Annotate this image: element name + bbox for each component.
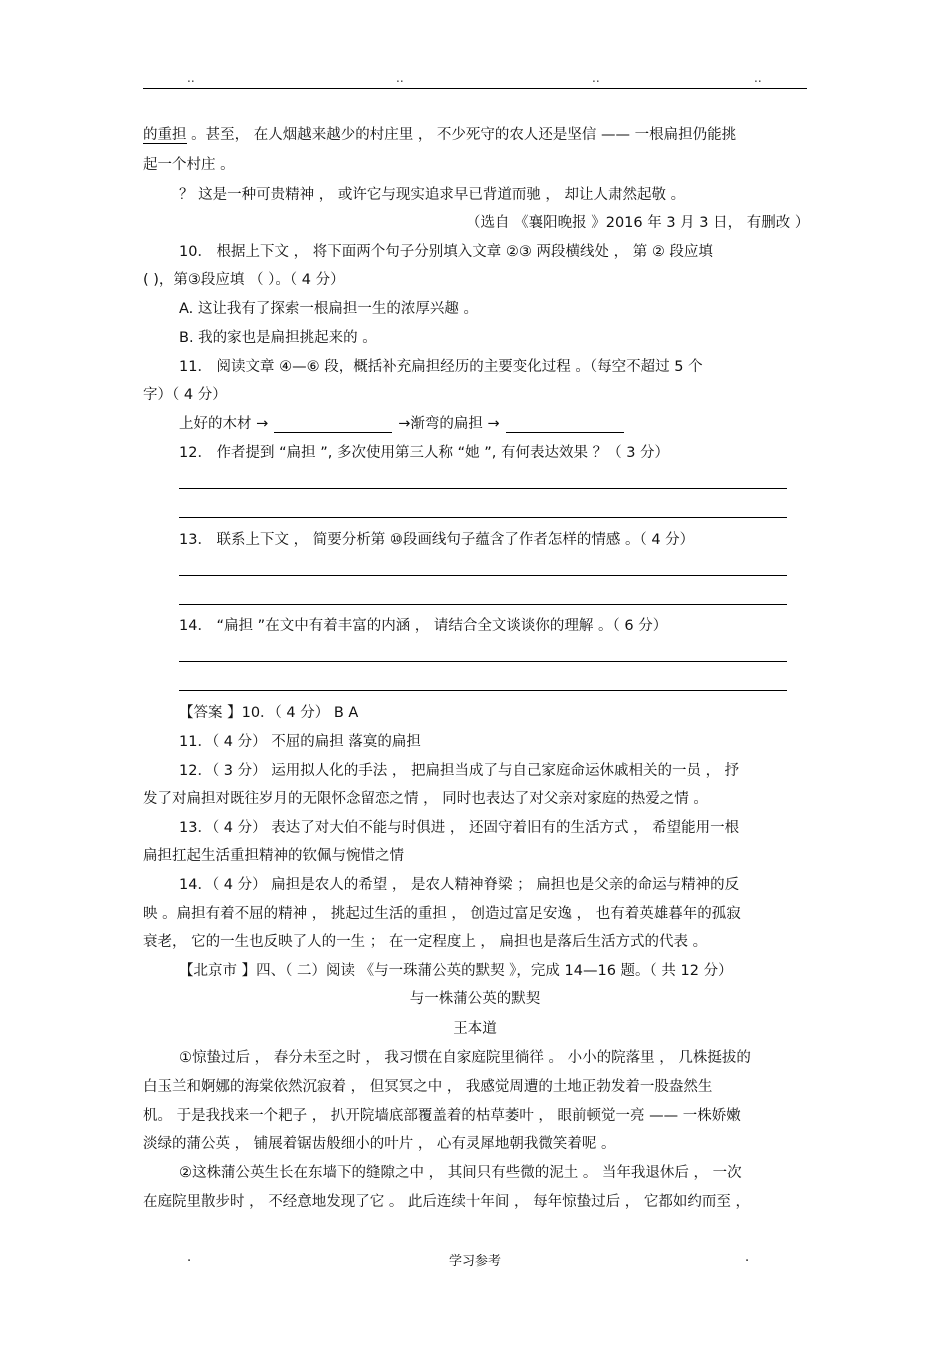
question-13: 13． 联系上下文 ， 简要分析第 ⑩段画线句子蕴含了作者怎样的情感 。（ 4 分）	[179, 532, 695, 548]
answer-14-line-1: 14．（ 4 分） 扁担是农人的希望 ， 是农人精神脊梁 ； 扁担也是父亲的命运与精神的反	[179, 877, 740, 893]
fill-in-middle: →渐弯的扁担 →	[398, 416, 500, 432]
header-dot-2: ..	[396, 71, 404, 85]
fill-in-start: 上好的木材 →	[179, 416, 269, 432]
source-citation: （选自 《襄阳晚报 》2016 年 3 月 3 日， 有删改 ）	[466, 215, 810, 231]
answer-13-line-2: 扁担扛起生活重担精神的钦佩与惋惜之情	[143, 848, 404, 864]
paragraph-1-line-3: 机。 于是我找来一个耙子 ， 扒开院墙底部覆盖着的枯草萎叶 ， 眼前顿觉一亮 —— 一株娇嫩	[143, 1108, 741, 1124]
answer-14-line-3: 衰老， 它的一生也反映了人的一生 ； 在一定程度上 ， 扁担也是落后生活方式的代表 。	[143, 934, 708, 950]
header-dot-3: ..	[592, 71, 600, 85]
header-rule	[143, 88, 807, 89]
paragraph-2-line-1: ②这株蒲公英生长在东墙下的缝隙之中 ， 其间只有些微的泥土 。 当年我退休后 ， 一次	[179, 1165, 742, 1181]
answer-11: 11．（ 4 分） 不屈的扁担 落寞的扁担	[179, 734, 421, 750]
option-a: A. 这让我有了探索一根扁担一生的浓厚兴趣 。	[179, 301, 478, 317]
answer-line[interactable]	[179, 517, 787, 518]
answer-line[interactable]	[179, 488, 787, 489]
footer-dot-left: .	[187, 1250, 192, 1265]
answer-line[interactable]	[179, 575, 787, 576]
answer-line[interactable]	[179, 661, 787, 662]
question-10-line-1: 10． 根据上下文 ， 将下面两个句子分别填入文章 ②③ 两段横线处 ， 第 ② 段应填	[179, 244, 713, 260]
answer-12-line-2: 发了对扁担对既往岁月的无限怀念留恋之情 ， 同时也表达了对父亲对家庭的热爱之情 。	[143, 791, 708, 807]
answer-12-line-1: 12．（ 3 分） 运用拟人化的手法 ， 把扁担当成了与自己家庭命运休戚相关的一员 ， 抒	[179, 763, 740, 779]
passage-title: 与一株蒲公英的默契	[409, 991, 541, 1007]
question-11-line-2: 字）（ 4 分）	[143, 387, 227, 403]
option-b: B. 我的家也是扁担挑起来的 。	[179, 330, 377, 346]
question-11-line-1: 11． 阅读文章 ④—⑥ 段，概括补充扁担经历的主要变化过程 。（每空不超过 5 个	[179, 359, 703, 375]
paragraph-1-line-1: ①惊蛰过后 ， 春分未至之时 ， 我习惯在自家庭院里徜徉 。 小小的院落里 ， 几株挺拔的	[179, 1050, 751, 1066]
answer-line[interactable]	[179, 604, 787, 605]
answer-line[interactable]	[179, 690, 787, 691]
underlined-text: 的重担	[143, 127, 187, 143]
paragraph-1-line-2: 白玉兰和婀娜的海棠依然沉寂着 ， 但冥冥之中 ， 我感觉周遭的土地正勃发着一股盎然生	[143, 1079, 713, 1095]
answer-blank-2[interactable]	[506, 417, 624, 433]
footer-dot-right: .	[745, 1250, 750, 1265]
question-10-line-2: ( )，第③段应填 （ ）。（ 4 分）	[143, 272, 345, 288]
header-dot-4: ..	[754, 71, 762, 85]
passage-line-3: ？ 这是一种可贵精神 ， 或许它与现实追求早已背道而驰 ， 却让人肃然起敬 。	[179, 187, 686, 203]
paragraph-2-line-2: 在庭院里散步时 ， 不经意地发现了它 。 此后连续十年间 ， 每年惊蛰过后 ， 它都如约而至 ，	[143, 1194, 750, 1210]
passage-line-2: 起一个村庄 。	[143, 157, 235, 173]
footer-label: 学习参考	[448, 1254, 501, 1269]
answer-10: 【答案 】10．（ 4 分） B A	[179, 705, 359, 721]
section-heading: 【北京市 】四、（ 二）阅读 《与一珠蒲公英的默契 》，完成 14—16 题。（ 共 12 分）	[179, 963, 733, 979]
header-dot-1: ..	[187, 71, 195, 85]
paragraph-1-line-4: 淡绿的蒲公英 ， 铺展着锯齿般细小的叶片 ， 心有灵犀地朝我微笑着呢 。	[143, 1136, 616, 1152]
answer-13-line-1: 13．（ 4 分） 表达了对大伯不能与时俱进 ， 还固守着旧有的生活方式 ， 希望能用一根	[179, 820, 740, 836]
answer-blank-1[interactable]	[274, 417, 392, 433]
text-run: 。甚至， 在人烟越来越少的村庄里 ， 不少死守的农人还是坚信 —— 一根扁担仍能挑	[186, 127, 737, 143]
passage-author: 王本道	[453, 1021, 497, 1037]
passage-line-1	[143, 123, 736, 144]
answer-14-line-2: 映 。扁担有着不屈的精神 ， 挑起过生活的重担 ， 创造过富足安逸 ， 也有着英雄暮年的孤寂	[143, 906, 741, 922]
question-14: 14． “扁担 ”在文中有着丰富的内涵 ， 请结合全文谈谈你的理解 。（ 6 分）	[179, 618, 668, 634]
question-11-fill-in	[179, 412, 630, 433]
question-12: 12． 作者提到 “扁担 ”, 多次使用第三人称 “她 ”, 有何表达效果 ？（ 3 分）	[179, 445, 670, 461]
